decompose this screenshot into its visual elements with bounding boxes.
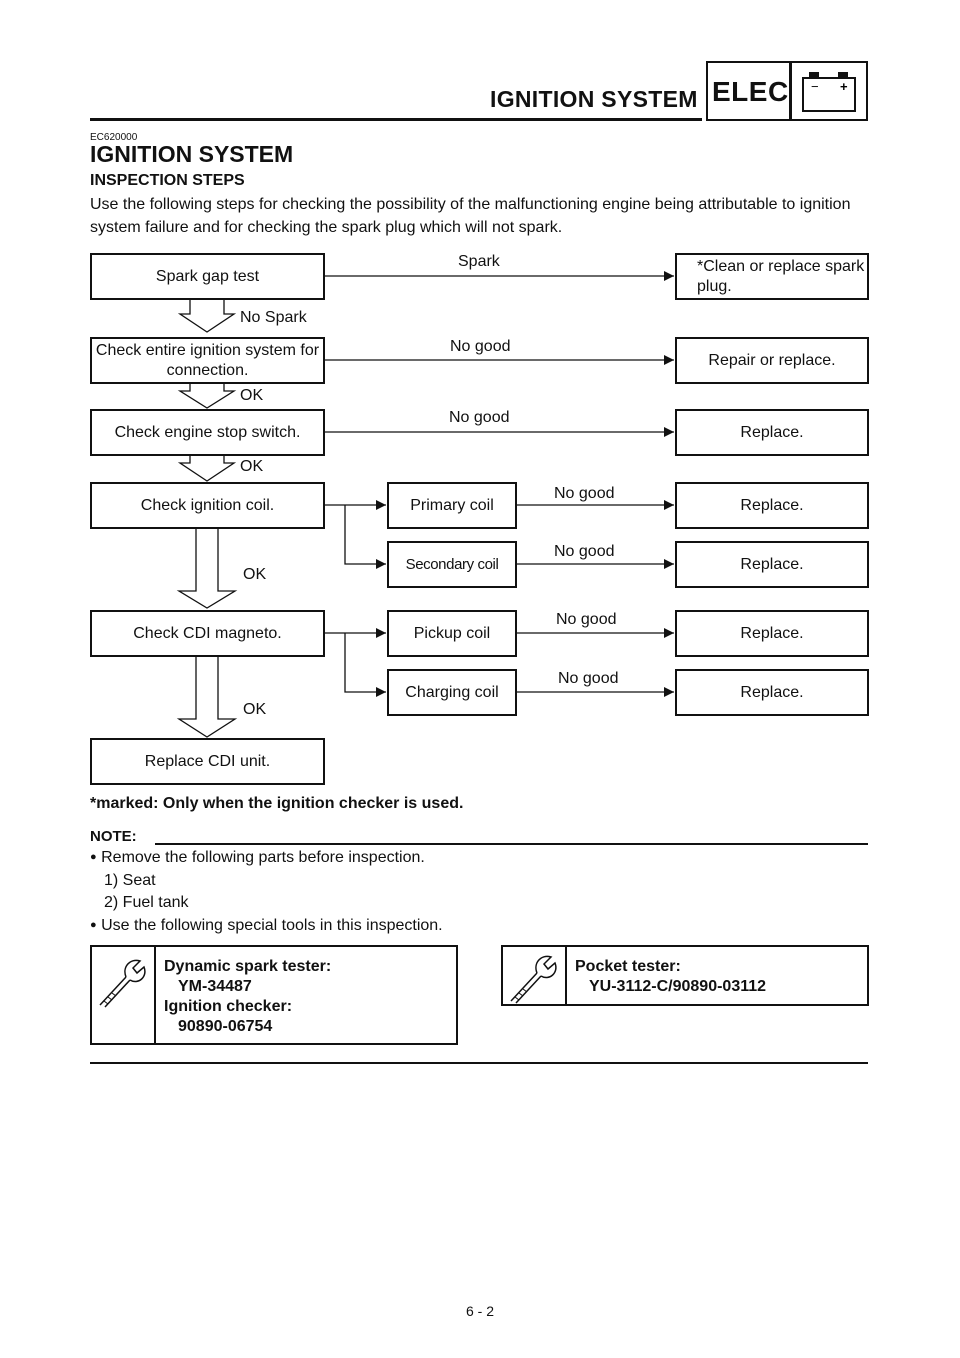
section-subtitle: INSPECTION STEPS [90, 172, 245, 189]
note-rule [155, 843, 868, 845]
step-spark-gap-test: Spark gap test [90, 253, 325, 300]
label-spark: Spark [458, 253, 500, 270]
arrow-secondary-coil [345, 505, 386, 564]
result-replace-charging: Replace. [675, 669, 869, 716]
down-arrow-3 [180, 456, 234, 481]
note-item-seat: 1) Seat [104, 872, 156, 889]
wrench-icon [507, 951, 561, 1005]
label-ok-1: OK [240, 387, 264, 404]
label-ok-3: OK [243, 566, 267, 583]
note-bullet-2 [90, 917, 443, 935]
label-no-good-primary: No good [554, 485, 615, 502]
header-badge: ELEC [712, 76, 789, 107]
down-arrow-2 [180, 384, 234, 408]
subcheck-charging-coil: Charging coil [387, 669, 517, 716]
tool-2-name: Pocket tester: [575, 958, 681, 975]
section-code: EC620000 [90, 132, 138, 143]
step-check-stop-switch: Check engine stop switch. [90, 409, 325, 456]
note-label: NOTE: [90, 828, 137, 845]
result-replace-switch: Replace. [675, 409, 869, 456]
special-tool-box-2 [501, 945, 869, 1006]
tool-1-name-b: Ignition checker: [164, 998, 293, 1015]
step-check-connection: Check entire ignition system for connection. [90, 337, 325, 384]
bullet-dot-icon: ● [90, 919, 97, 931]
step-check-ignition-coil: Check ignition coil. [90, 482, 325, 529]
label-no-good-pickup: No good [556, 611, 617, 628]
label-no-spark: No Spark [240, 309, 307, 326]
header-title: IGNITION SYSTEM [490, 86, 698, 112]
note-item-fuel-tank: 2) Fuel tank [104, 894, 189, 911]
down-arrow-1 [180, 299, 234, 332]
section-title: IGNITION SYSTEM [90, 141, 294, 167]
arrow-charging-coil [345, 633, 386, 692]
subcheck-pickup-coil: Pickup coil [387, 610, 517, 657]
result-clean-replace-plug: *Clean or replace spark plug. [675, 253, 869, 300]
tool-1-name-a: Dynamic spark tester: [164, 958, 332, 975]
note-bullet-1-text: Remove the following parts before inspection. [101, 849, 425, 866]
battery-minus: − [811, 79, 819, 94]
subcheck-secondary-coil: Secondary coil [387, 541, 517, 588]
special-tool-box-1 [90, 945, 458, 1045]
subcheck-primary-coil: Primary coil [387, 482, 517, 529]
label-no-good-switch: No good [449, 409, 510, 426]
battery-plus: + [840, 79, 848, 94]
note-bullet-1 [90, 849, 425, 867]
footnote: *marked: Only when the ignition checker is used. [90, 795, 464, 812]
bullet-dot-icon: ● [90, 851, 97, 863]
result-replace-secondary: Replace. [675, 541, 869, 588]
result-replace-primary: Replace. [675, 482, 869, 529]
label-ok-4: OK [243, 701, 267, 718]
step-replace-cdi-unit: Replace CDI unit. [90, 738, 325, 785]
result-replace-pickup: Replace. [675, 610, 869, 657]
tool-1-part-a: YM-34487 [178, 978, 252, 995]
down-arrow-4 [179, 529, 235, 608]
tool-2-part: YU-3112-C/90890-03112 [589, 978, 767, 995]
tool-1-part-b: 90890-06754 [178, 1018, 273, 1035]
label-no-good-connection: No good [450, 338, 511, 355]
result-repair-replace: Repair or replace. [675, 337, 869, 384]
label-no-good-charging: No good [558, 670, 619, 687]
bottom-rule [90, 1062, 868, 1064]
wrench-icon [96, 955, 150, 1009]
down-arrow-5 [179, 657, 235, 737]
label-ok-2: OK [240, 458, 264, 475]
note-bullet-2-text: Use the following special tools in this inspection. [101, 917, 443, 934]
intro-paragraph: Use the following steps for checking the possibility of the malfunctioning engine being attributable to ignition system failure and for checking the spark plug which will not spark. [90, 196, 851, 236]
step-check-cdi-magneto: Check CDI magneto. [90, 610, 325, 657]
label-no-good-secondary: No good [554, 543, 615, 560]
page-number: 6 - 2 [465, 1303, 494, 1319]
